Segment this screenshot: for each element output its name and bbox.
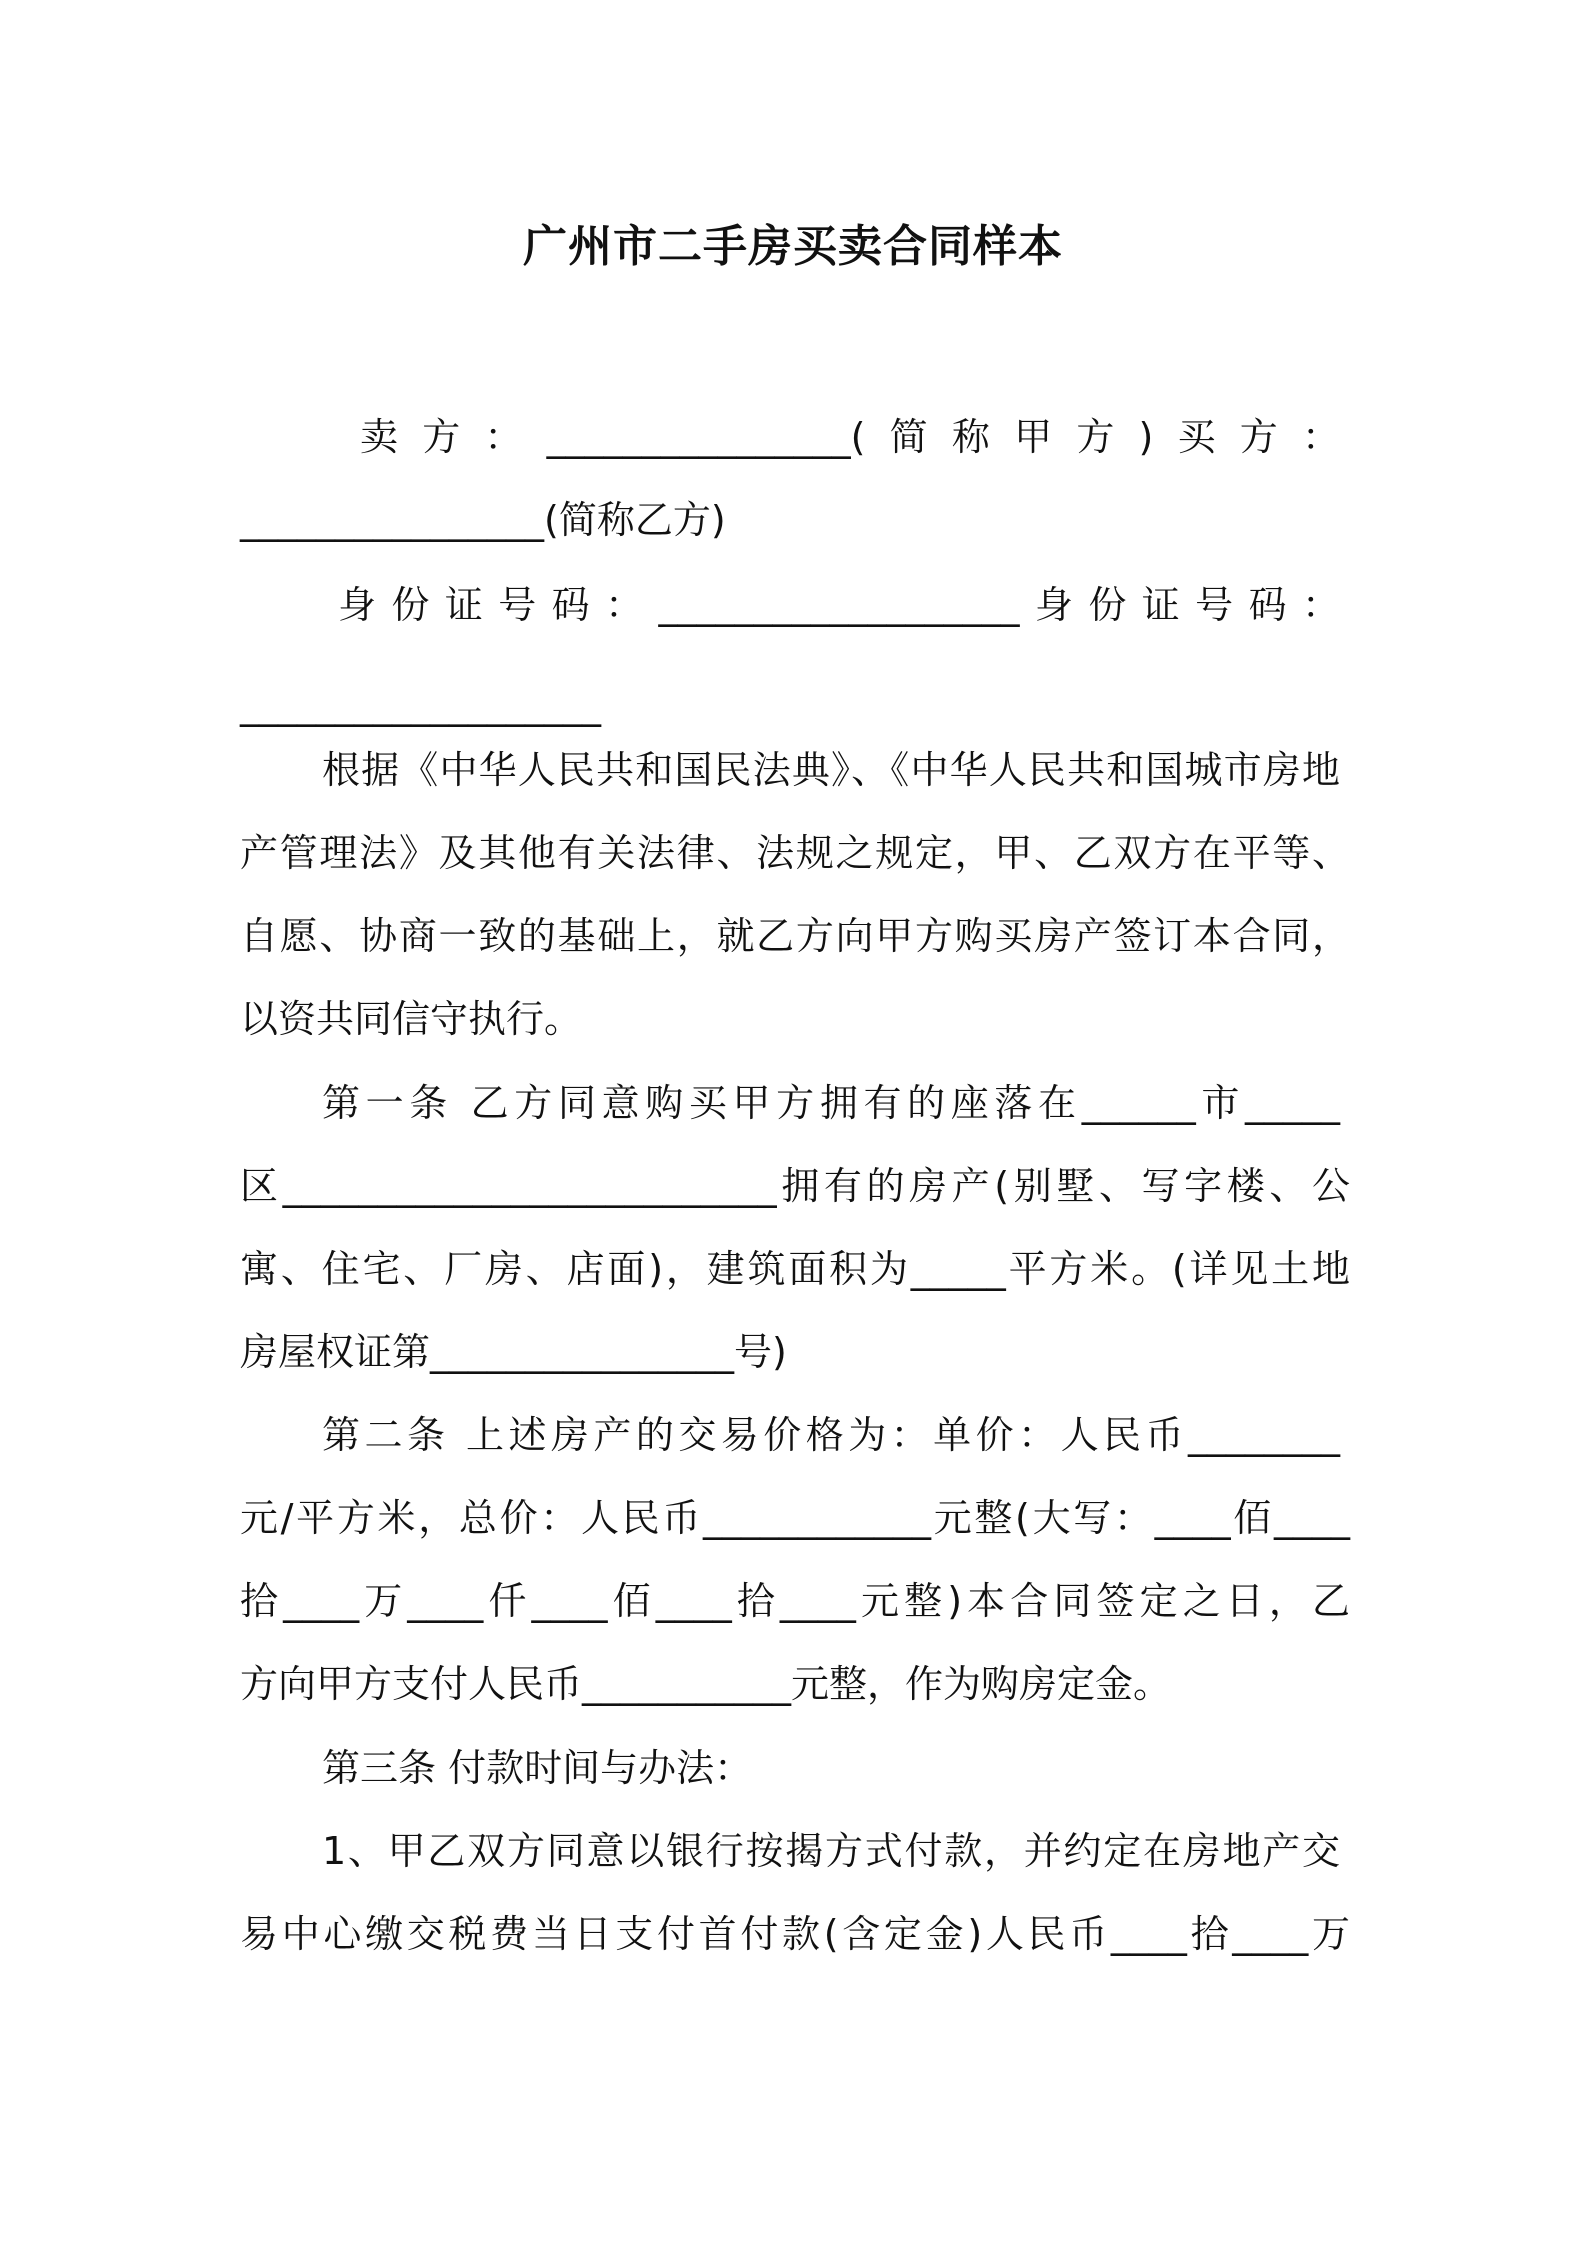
paragraph-line: 以资共同信守执行。 <box>240 997 583 1041</box>
article-two-line: 拾____万____仟____佰____拾____元整)本合同签定之日，乙 <box>240 1579 1350 1623</box>
article-one-line: 房屋权证第________________号) <box>240 1330 787 1374</box>
article-one-line: 区__________________________拥有的房产(别墅、写字楼、公 <box>240 1164 1350 1208</box>
article-one-line: 第一条 乙方同意购买甲方拥有的座落在______市_____ <box>322 1081 1340 1125</box>
id-number-line: 身份证号码：___________________身份证号码： <box>338 583 1340 627</box>
article-three-line: 1、甲乙双方同意以银行按揭方式付款，并约定在房地产交 <box>322 1829 1340 1873</box>
buyer-name-line: ________________(简称乙方) <box>240 498 726 542</box>
article-two-line: 第二条 上述房产的交易价格为：单价：人民币________ <box>322 1413 1340 1457</box>
paragraph-line: 自愿、协商一致的基础上，就乙方向甲方购买房产签订本合同， <box>240 914 1350 958</box>
seller-buyer-line: 卖方：________________(简称甲方)买方： <box>360 415 1340 459</box>
paragraph-line: 产管理法》及其他有关法律、法规之规定，甲、乙双方在平等、 <box>240 831 1350 875</box>
article-two-line: 元/平方米，总价：人民币____________元整(大写：____佰____ <box>240 1496 1350 1540</box>
document-title: 广州市二手房买卖合同样本 <box>523 221 1063 272</box>
article-three-heading: 第三条 付款时间与办法： <box>322 1746 753 1790</box>
article-three-line: 易中心缴交税费当日支付首付款(含定金)人民币____拾____万 <box>240 1912 1350 1956</box>
id-number-blank-line: ___________________ <box>240 683 601 727</box>
paragraph-line: 根据《中华人民共和国民法典》、《中华人民共和国城市房地 <box>322 748 1340 792</box>
article-two-line: 方向甲方支付人民币___________元整，作为购房定金。 <box>240 1662 1172 1706</box>
article-one-line: 寓、住宅、厂房、店面)，建筑面积为_____平方米。(详见土地 <box>240 1247 1350 1291</box>
